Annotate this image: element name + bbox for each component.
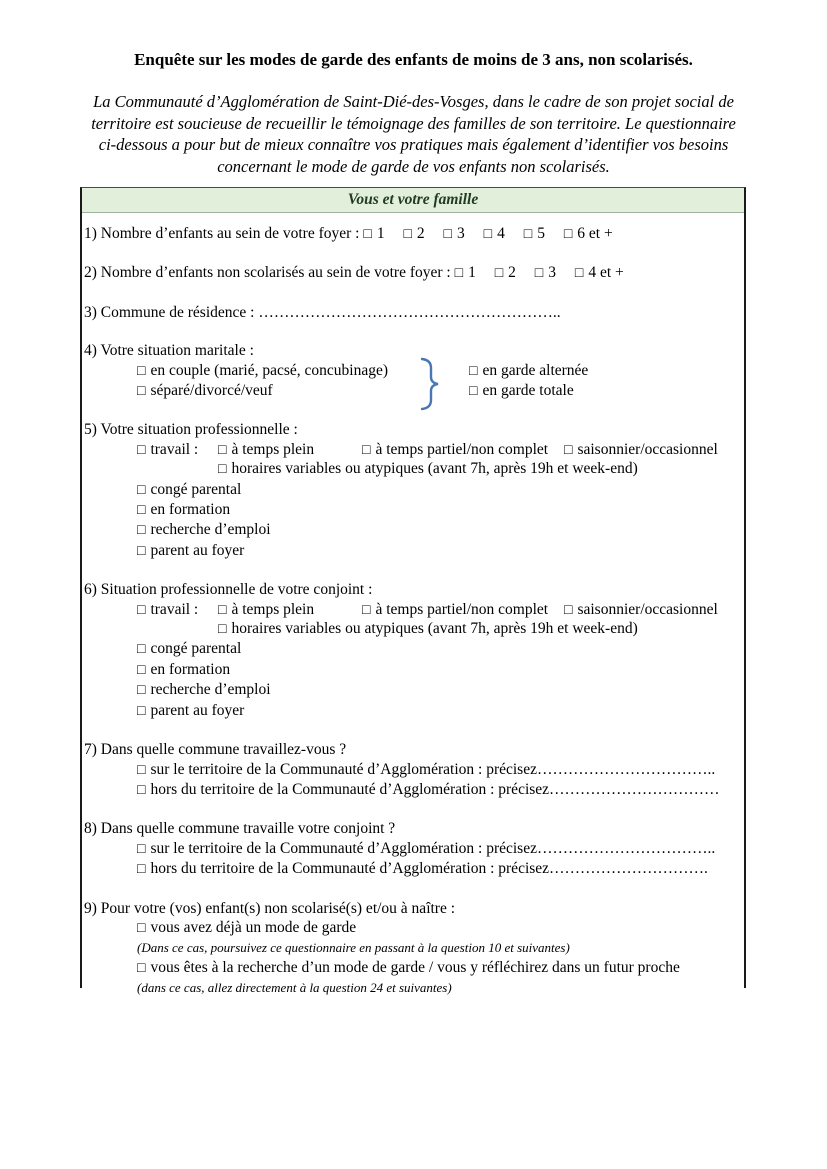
- option-label: horaires variables ou atypiques (avant 7h, après 19h et week-end): [231, 620, 638, 638]
- question-8-option: [137, 839, 742, 859]
- intro-line: territoire est soucieuse de recueillir le témoignage des familles de son territoire. Le questionnaire: [91, 113, 736, 133]
- option-label: sur le territoire de la Communauté d’Agglomération : précisez……………………………..: [150, 839, 716, 857]
- question-4: [84, 341, 742, 401]
- option-label: à temps plein: [231, 440, 315, 458]
- question-7: [84, 740, 742, 800]
- option-label: à temps partiel/non complet: [375, 440, 549, 458]
- question-label: 2) Nombre d’enfants non scolarisés au sein de votre foyer :: [84, 264, 451, 282]
- checkbox-icon[interactable]: □: [218, 442, 227, 458]
- checkbox-icon[interactable]: □: [564, 442, 573, 458]
- checkbox-icon[interactable]: □: [454, 266, 464, 282]
- question-label: 8) Dans quelle commune travaille votre conjoint ?: [84, 820, 396, 838]
- question-5-option: [137, 500, 742, 520]
- checkbox-icon[interactable]: □: [137, 960, 146, 976]
- option-label: 1: [468, 264, 476, 282]
- option-label: 2: [508, 264, 516, 282]
- question-9-note-1: (Dans ce cas, poursuivez ce questionnaire en passant à la question 10 et suivantes): [137, 940, 570, 956]
- question-8: [84, 819, 742, 879]
- option-label: parent au foyer: [150, 701, 245, 719]
- option-label: 6 et +: [577, 225, 613, 242]
- question-3-row: [84, 303, 742, 322]
- option-label: à temps plein: [231, 600, 315, 618]
- checkbox-icon[interactable]: □: [362, 442, 371, 458]
- option-label: 3: [457, 225, 465, 242]
- checkbox-icon[interactable]: □: [137, 662, 146, 678]
- checkbox-icon[interactable]: □: [494, 266, 504, 282]
- option-label: parent au foyer: [150, 541, 245, 559]
- question-7-option: [137, 760, 742, 780]
- question-6-option: [137, 680, 742, 700]
- checkbox-icon[interactable]: □: [137, 602, 146, 618]
- checkbox-icon[interactable]: □: [137, 543, 146, 559]
- checkbox-icon[interactable]: □: [137, 482, 146, 498]
- question-9-option-2: [137, 958, 742, 978]
- checkbox-icon[interactable]: □: [564, 602, 573, 618]
- option-label: 4 et +: [588, 264, 624, 282]
- question-2-row: [84, 263, 742, 283]
- checkbox-icon[interactable]: □: [137, 523, 146, 539]
- question-9: [84, 899, 742, 998]
- question-4-row-1: [84, 361, 742, 381]
- checkbox-icon[interactable]: □: [574, 266, 584, 282]
- fill-in-dots: …………………………………………………..: [258, 303, 561, 321]
- checkbox-icon[interactable]: □: [137, 841, 146, 857]
- question-6-option: [137, 660, 742, 680]
- section-content: [82, 213, 744, 998]
- question-8-option: [137, 859, 742, 879]
- option-label: sur le territoire de la Communauté d’Agglomération : précisez……………………………..: [150, 760, 716, 778]
- checkbox-icon[interactable]: □: [137, 683, 146, 699]
- checkbox-icon[interactable]: □: [534, 266, 544, 282]
- option-label: horaires variables ou atypiques (avant 7h, après 19h et week-end): [231, 460, 638, 478]
- intro-paragraph: [78, 91, 750, 177]
- checkbox-icon[interactable]: □: [563, 227, 573, 242]
- question-4-row-2: [84, 381, 742, 401]
- option-label: travail :: [150, 440, 199, 458]
- option-label: hors du territoire de la Communauté d’Agglomération : précisez………………………….: [150, 860, 708, 878]
- question-3: [84, 303, 742, 322]
- checkbox-icon[interactable]: □: [137, 442, 146, 458]
- question-6: [84, 580, 742, 721]
- checkbox-icon[interactable]: □: [137, 703, 146, 719]
- option-label: saisonnier/occasionnel: [577, 440, 718, 458]
- checkbox-icon[interactable]: □: [137, 782, 146, 798]
- option-label: vous avez déjà un mode de garde: [150, 918, 357, 936]
- question-5-option: [137, 520, 742, 540]
- option-label: recherche d’emploi: [150, 521, 271, 539]
- option-label: en formation: [150, 660, 231, 678]
- checkbox-icon[interactable]: □: [137, 363, 146, 379]
- question-5-work-extra: [218, 459, 742, 479]
- question-label: 4) Votre situation maritale :: [84, 342, 254, 360]
- checkbox-icon[interactable]: □: [137, 762, 146, 778]
- page-title: Enquête sur les modes de garde des enfants de moins de 3 ans, non scolarisés.: [134, 50, 693, 69]
- section-box: [80, 187, 746, 996]
- section-header: Vous et votre famille: [82, 188, 744, 213]
- checkbox-icon[interactable]: □: [137, 503, 146, 519]
- option-label: 4: [497, 225, 505, 242]
- option-label: saisonnier/occasionnel: [577, 600, 718, 618]
- question-label: 1) Nombre d’enfants au sein de votre foyer :: [84, 225, 360, 242]
- option-label: congé parental: [150, 480, 242, 498]
- option-label: en garde totale: [482, 382, 574, 400]
- checkbox-icon[interactable]: □: [469, 363, 478, 379]
- intro-line: ci-dessous a pour but de mieux connaître vos pratiques mais également d’identifier vos besoins: [98, 135, 729, 154]
- intro-line: concernant le mode de garde de vos enfants non scolarisés.: [217, 156, 610, 176]
- option-label: 5: [537, 225, 545, 242]
- checkbox-icon[interactable]: □: [483, 227, 493, 242]
- question-7-option: [137, 780, 742, 800]
- question-label: 3) Commune de résidence :: [84, 303, 255, 321]
- question-5: [84, 420, 742, 561]
- checkbox-icon[interactable]: □: [363, 227, 372, 242]
- question-label: 9) Pour votre (vos) enfant(s) non scolarisé(s) et/ou à naître :: [84, 899, 456, 917]
- question-6-work-extra: [218, 619, 742, 639]
- checkbox-icon[interactable]: □: [362, 602, 371, 618]
- option-label: travail :: [150, 600, 199, 618]
- checkbox-icon[interactable]: □: [523, 227, 533, 242]
- option-label: 1: [376, 225, 385, 242]
- question-6-option: [137, 701, 742, 721]
- question-label: 7) Dans quelle commune travaillez-vous ?: [84, 741, 347, 759]
- question-9-note-2: (dans ce cas, allez directement à la question 24 et suivantes): [137, 980, 452, 996]
- question-5-work-row: [84, 440, 742, 459]
- option-label: congé parental: [150, 640, 242, 658]
- option-label: hors du territoire de la Communauté d’Agglomération : précisez……………………………: [150, 780, 720, 798]
- option-label: vous êtes à la recherche d’un mode de garde / vous y réfléchirez dans un futur proche: [150, 958, 680, 976]
- checkbox-icon[interactable]: □: [218, 462, 227, 478]
- checkbox-icon[interactable]: □: [137, 384, 146, 400]
- option-label: en couple (marié, pacsé, concubinage): [150, 361, 389, 379]
- question-label: 6) Situation professionnelle de votre conjoint :: [84, 581, 373, 599]
- option-label: en formation: [150, 501, 231, 519]
- question-5-option: [137, 541, 742, 561]
- checkbox-icon[interactable]: □: [137, 642, 146, 658]
- option-label: recherche d’emploi: [150, 681, 271, 699]
- intro-line: La Communauté d’Agglomération de Saint-Dié-des-Vosges, dans le cadre de son projet social de: [93, 92, 734, 111]
- brace-icon: [417, 357, 443, 411]
- question-5-option: [137, 480, 742, 500]
- option-label: en garde alternée: [482, 361, 589, 379]
- question-6-option: [137, 639, 742, 659]
- checkbox-icon[interactable]: □: [443, 227, 452, 242]
- checkbox-icon[interactable]: □: [403, 227, 412, 242]
- checkbox-icon[interactable]: □: [218, 602, 227, 618]
- option-label: 3: [548, 264, 556, 282]
- option-label: à temps partiel/non complet: [375, 600, 549, 618]
- question-2: [84, 263, 742, 283]
- question-6-work-row: [84, 600, 742, 619]
- question-1-row: [84, 224, 742, 244]
- question-9-option-1: [137, 918, 742, 938]
- question-label: 5) Votre situation professionnelle :: [84, 421, 298, 439]
- checkbox-icon[interactable]: □: [137, 862, 146, 878]
- option-label: 2: [416, 225, 425, 242]
- checkbox-icon[interactable]: □: [469, 384, 478, 400]
- checkbox-icon[interactable]: □: [137, 920, 146, 936]
- question-1: [84, 224, 742, 244]
- option-label: séparé/divorcé/veuf: [150, 382, 273, 400]
- checkbox-icon[interactable]: □: [218, 622, 227, 638]
